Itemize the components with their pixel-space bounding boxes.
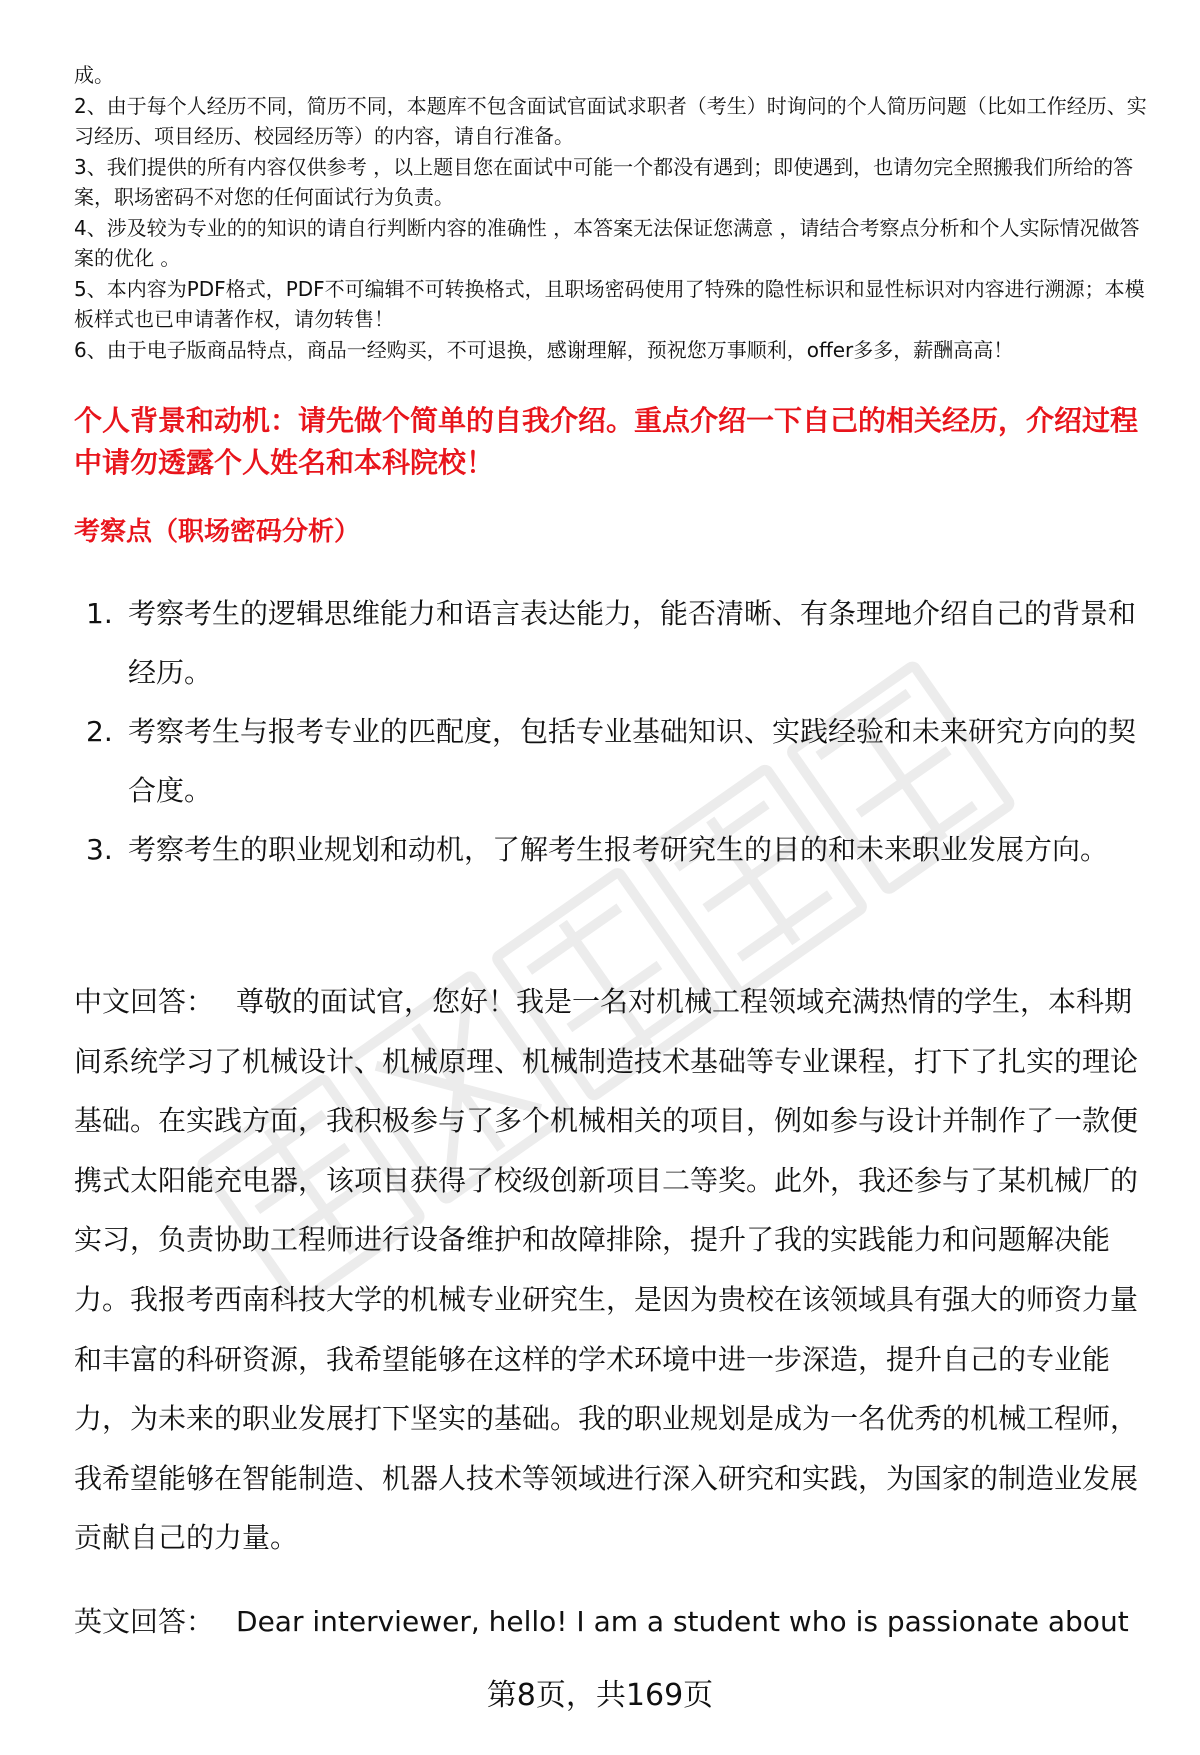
list-text: 考察考生与报考专业的匹配度，包括专业基础知识、实践经验和未来研究方向的契合度。: [128, 715, 1137, 807]
notice-list: [74, 60, 1154, 365]
analysis-heading: 考察点（职场密码分析）: [74, 517, 361, 547]
english-answer-label: 英文回答：: [74, 1605, 215, 1638]
chinese-answer: [74, 972, 1156, 1568]
notice-item: 4、涉及较为专业的的知识的请自行判断内容的准确性 ，本答案无法保证您满意 ，请结合考察点分析和个人实际情况做答案的优化 。: [74, 215, 1140, 270]
list-text: 考察考生的逻辑思维能力和语言表达能力，能否清晰、有条理地介绍自己的背景和经历。: [128, 597, 1137, 689]
list-item: [74, 584, 1154, 702]
list-number: 1.: [86, 597, 113, 630]
list-item: [74, 702, 1154, 820]
list-item: [74, 820, 1154, 879]
analysis-points: [74, 584, 1154, 879]
notice-item: 5、本内容为PDF格式，PDF不可编辑不可转换格式，且职场密码使用了特殊的隐性标识和显性标识对内容进行溯源；本模板样式也已申请著作权，请勿转售！: [74, 276, 1145, 331]
chinese-answer-text: 尊敬的面试官，您好！我是一名对机械工程领域充满热情的学生，本科期间系统学习了机械设计、机械原理、机械制造技术基础等专业课程，打下了扎实的理论基础。在实践方面，我积极参与了多个机械相关的项目，例如参与设计并制作了一款便携式太阳能充电器，该项目获得了校级创新项目二等奖。此外，我还参与了某机械厂的实习，负责协助工程师进行设备维护和故障排除，提升了我的实践能力和问题解决能力。我报考西南科技大学的机械专业研究生，是因为贵校在该领域具有强大的师资力量和丰富的科研资源，我希望能够在这样的学术环境中进一步深造，提升自己的专业能力，为未来的职业发展打下坚实的基础。我的职业规划是成为一名优秀的机械工程师，我希望能够在智能制造、机器人技术等领域进行深入研究和实践，为国家的制造业发展贡献自己的力量。: [74, 985, 1139, 1555]
english-answer-text: Dear interviewer, hello! I am a student who is passionate about: [236, 1605, 1129, 1638]
question-title: 个人背景和动机：请先做个简单的自我介绍。重点介绍一下自己的相关经历，介绍过程中请勿透露个人姓名和本科院校！: [74, 404, 1139, 479]
notice-item: 2、由于每个人经历不同，简历不同，本题库不包含面试官面试求职者（考生）时询问的个人简历问题（比如工作经历、实习经历、项目经历、校园经历等）的内容，请自行准备。: [74, 93, 1147, 148]
list-number: 3.: [86, 833, 113, 866]
list-text: 考察考生的职业规划和动机，了解考生报考研究生的目的和未来职业发展方向。: [128, 833, 1109, 866]
english-answer: [74, 1602, 1156, 1642]
notice-item: 3、我们提供的所有内容仅供参考 ，以上题目您在面试中可能一个都没有遇到；即使遇到，也请勿完全照搬我们所给的答案，职场密码不对您的任何面试行为负责。: [74, 154, 1134, 209]
list-number: 2.: [86, 715, 113, 748]
notice-item: 6、由于电子版商品特点，商品一经购买，不可退换，感谢理解，预祝您万事顺利，offer多多，薪酬高高！: [74, 337, 1014, 362]
notice-item: 成。: [74, 63, 114, 87]
page-number: 第8页，共169页: [486, 1678, 714, 1713]
chinese-answer-label: 中文回答：: [74, 985, 215, 1018]
